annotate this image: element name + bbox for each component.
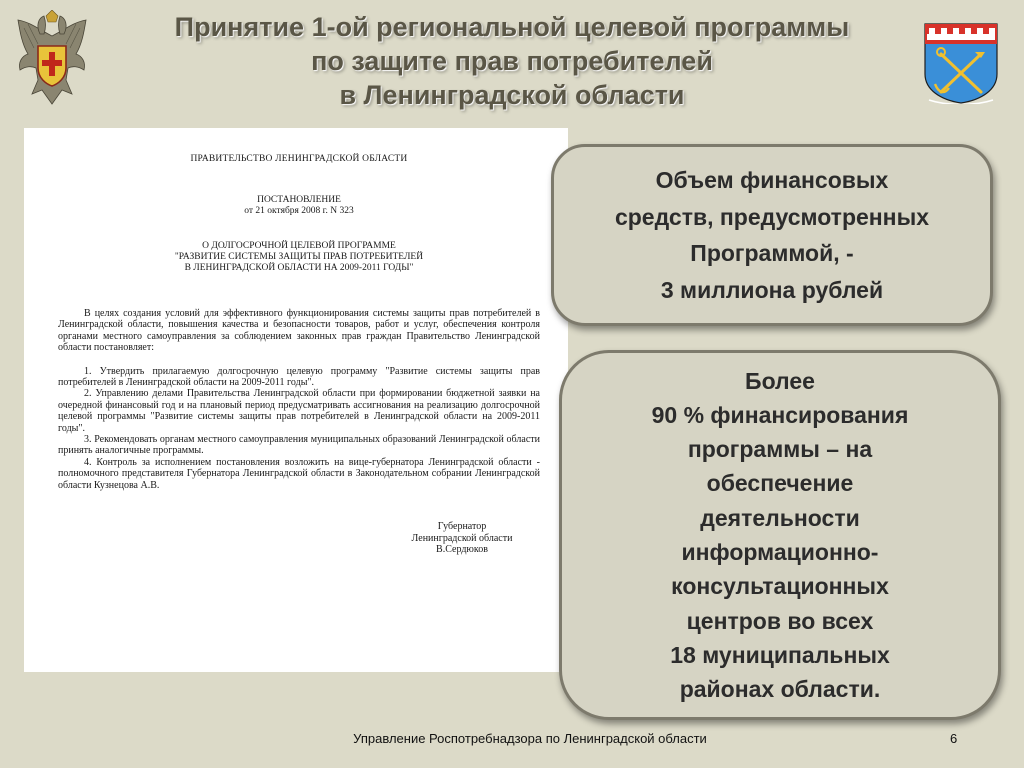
doc-topic-line-1: О ДОЛГОСРОЧНОЙ ЦЕЛЕВОЙ ПРОГРАММЕ bbox=[202, 241, 396, 251]
doc-topic-line-3: В ЛЕНИНГРАДСКОЙ ОБЛАСТИ НА 2009-2011 ГОДЫ" bbox=[184, 263, 414, 273]
rospotrebnadzor-eagle-emblem-icon bbox=[10, 10, 94, 110]
funding-callout bbox=[551, 144, 993, 326]
doc-date: от 21 октября 2008 г. N 323 bbox=[244, 206, 354, 216]
doc-intro: В целях создания условий для эффективного функционирования системы защиты прав потребителей в Ленинградской области, повышения качества и безопасности товаров, работ и услуг, обеспечения контроля органами местного самоуправления за соблюдением законных прав граждан Правительство Ленинградской области постановляет: bbox=[58, 308, 540, 354]
title-line-3: в Ленинградской области bbox=[339, 80, 685, 110]
funding-line: Объем финансовых bbox=[655, 167, 889, 193]
share-line: программы – на bbox=[687, 436, 873, 463]
share-line: районах области. bbox=[679, 676, 881, 703]
title-line-2: по защите прав потребителей bbox=[311, 46, 713, 76]
doc-items bbox=[58, 366, 540, 491]
share-line: деятельности bbox=[700, 504, 860, 531]
doc-decree: ПОСТАНОВЛЕНИЕ bbox=[257, 195, 341, 205]
share-line: 90 % финансирования bbox=[651, 401, 909, 428]
share-line: информационно- bbox=[681, 539, 879, 565]
decree-document bbox=[24, 128, 568, 672]
doc-item: 2. Управлению делами Правительства Ленинградской области при формировании бюджетной заявки на очередной финансовый год и на плановый период предусматривать ассигнования на реализацию долгосрочной целевой программы "Развитие системы защиты прав потребителей в Ленинградской области на 2009-2011 годы". bbox=[58, 388, 540, 434]
slide-title bbox=[110, 10, 914, 112]
doc-topic-line-2: "РАЗВИТИЕ СИСТЕМЫ ЗАЩИТЫ ПРАВ ПОТРЕБИТЕЛЕЙ bbox=[174, 252, 424, 262]
share-line: консультационных bbox=[671, 573, 889, 600]
doc-government: ПРАВИТЕЛЬСТВО ЛЕНИНГРАДСКОЙ ОБЛАСТИ bbox=[190, 154, 408, 164]
share-line: центров во всех bbox=[686, 607, 874, 634]
share-line: обеспечение bbox=[706, 470, 854, 497]
share-callout bbox=[559, 350, 1001, 720]
doc-signature bbox=[58, 521, 540, 555]
leningrad-oblast-coat-of-arms-icon bbox=[923, 22, 999, 104]
doc-item: 3. Рекомендовать органам местного самоуправления муниципальных образований Ленинградской области принять аналогичные программы. bbox=[58, 434, 540, 457]
title-line-1: Принятие 1-ой региональной целевой программы bbox=[174, 12, 850, 42]
funding-line: средств, предусмотренных bbox=[614, 203, 930, 230]
share-line: Более bbox=[745, 367, 815, 394]
doc-item: 1. Утвердить прилагаемую долгосрочную целевую программу "Развитие системы защиты прав потребителей в Ленинградской области на 2009-2011 годы". bbox=[58, 365, 540, 389]
page-number: 6 bbox=[950, 731, 958, 746]
doc-signature-name: В.Сердюков bbox=[436, 543, 488, 555]
share-line: 18 муниципальных bbox=[670, 641, 890, 668]
doc-signature-region: Ленинградской области bbox=[411, 532, 513, 544]
funding-amount: 3 миллиона рублей bbox=[660, 276, 884, 303]
funding-line: Программой, - bbox=[690, 240, 854, 266]
doc-item: 4. Контроль за исполнением постановления возложить на вице-губернатора Ленинградской области - полномочного представителя Губернатора Ленинградской области в Законодательном собрании Ленинградской области Кузнецова А.В. bbox=[58, 456, 540, 491]
doc-signature-position: Губернатор bbox=[437, 521, 487, 533]
footer-organization: Управление Роспотребнадзора по Ленинградской области bbox=[353, 731, 707, 746]
